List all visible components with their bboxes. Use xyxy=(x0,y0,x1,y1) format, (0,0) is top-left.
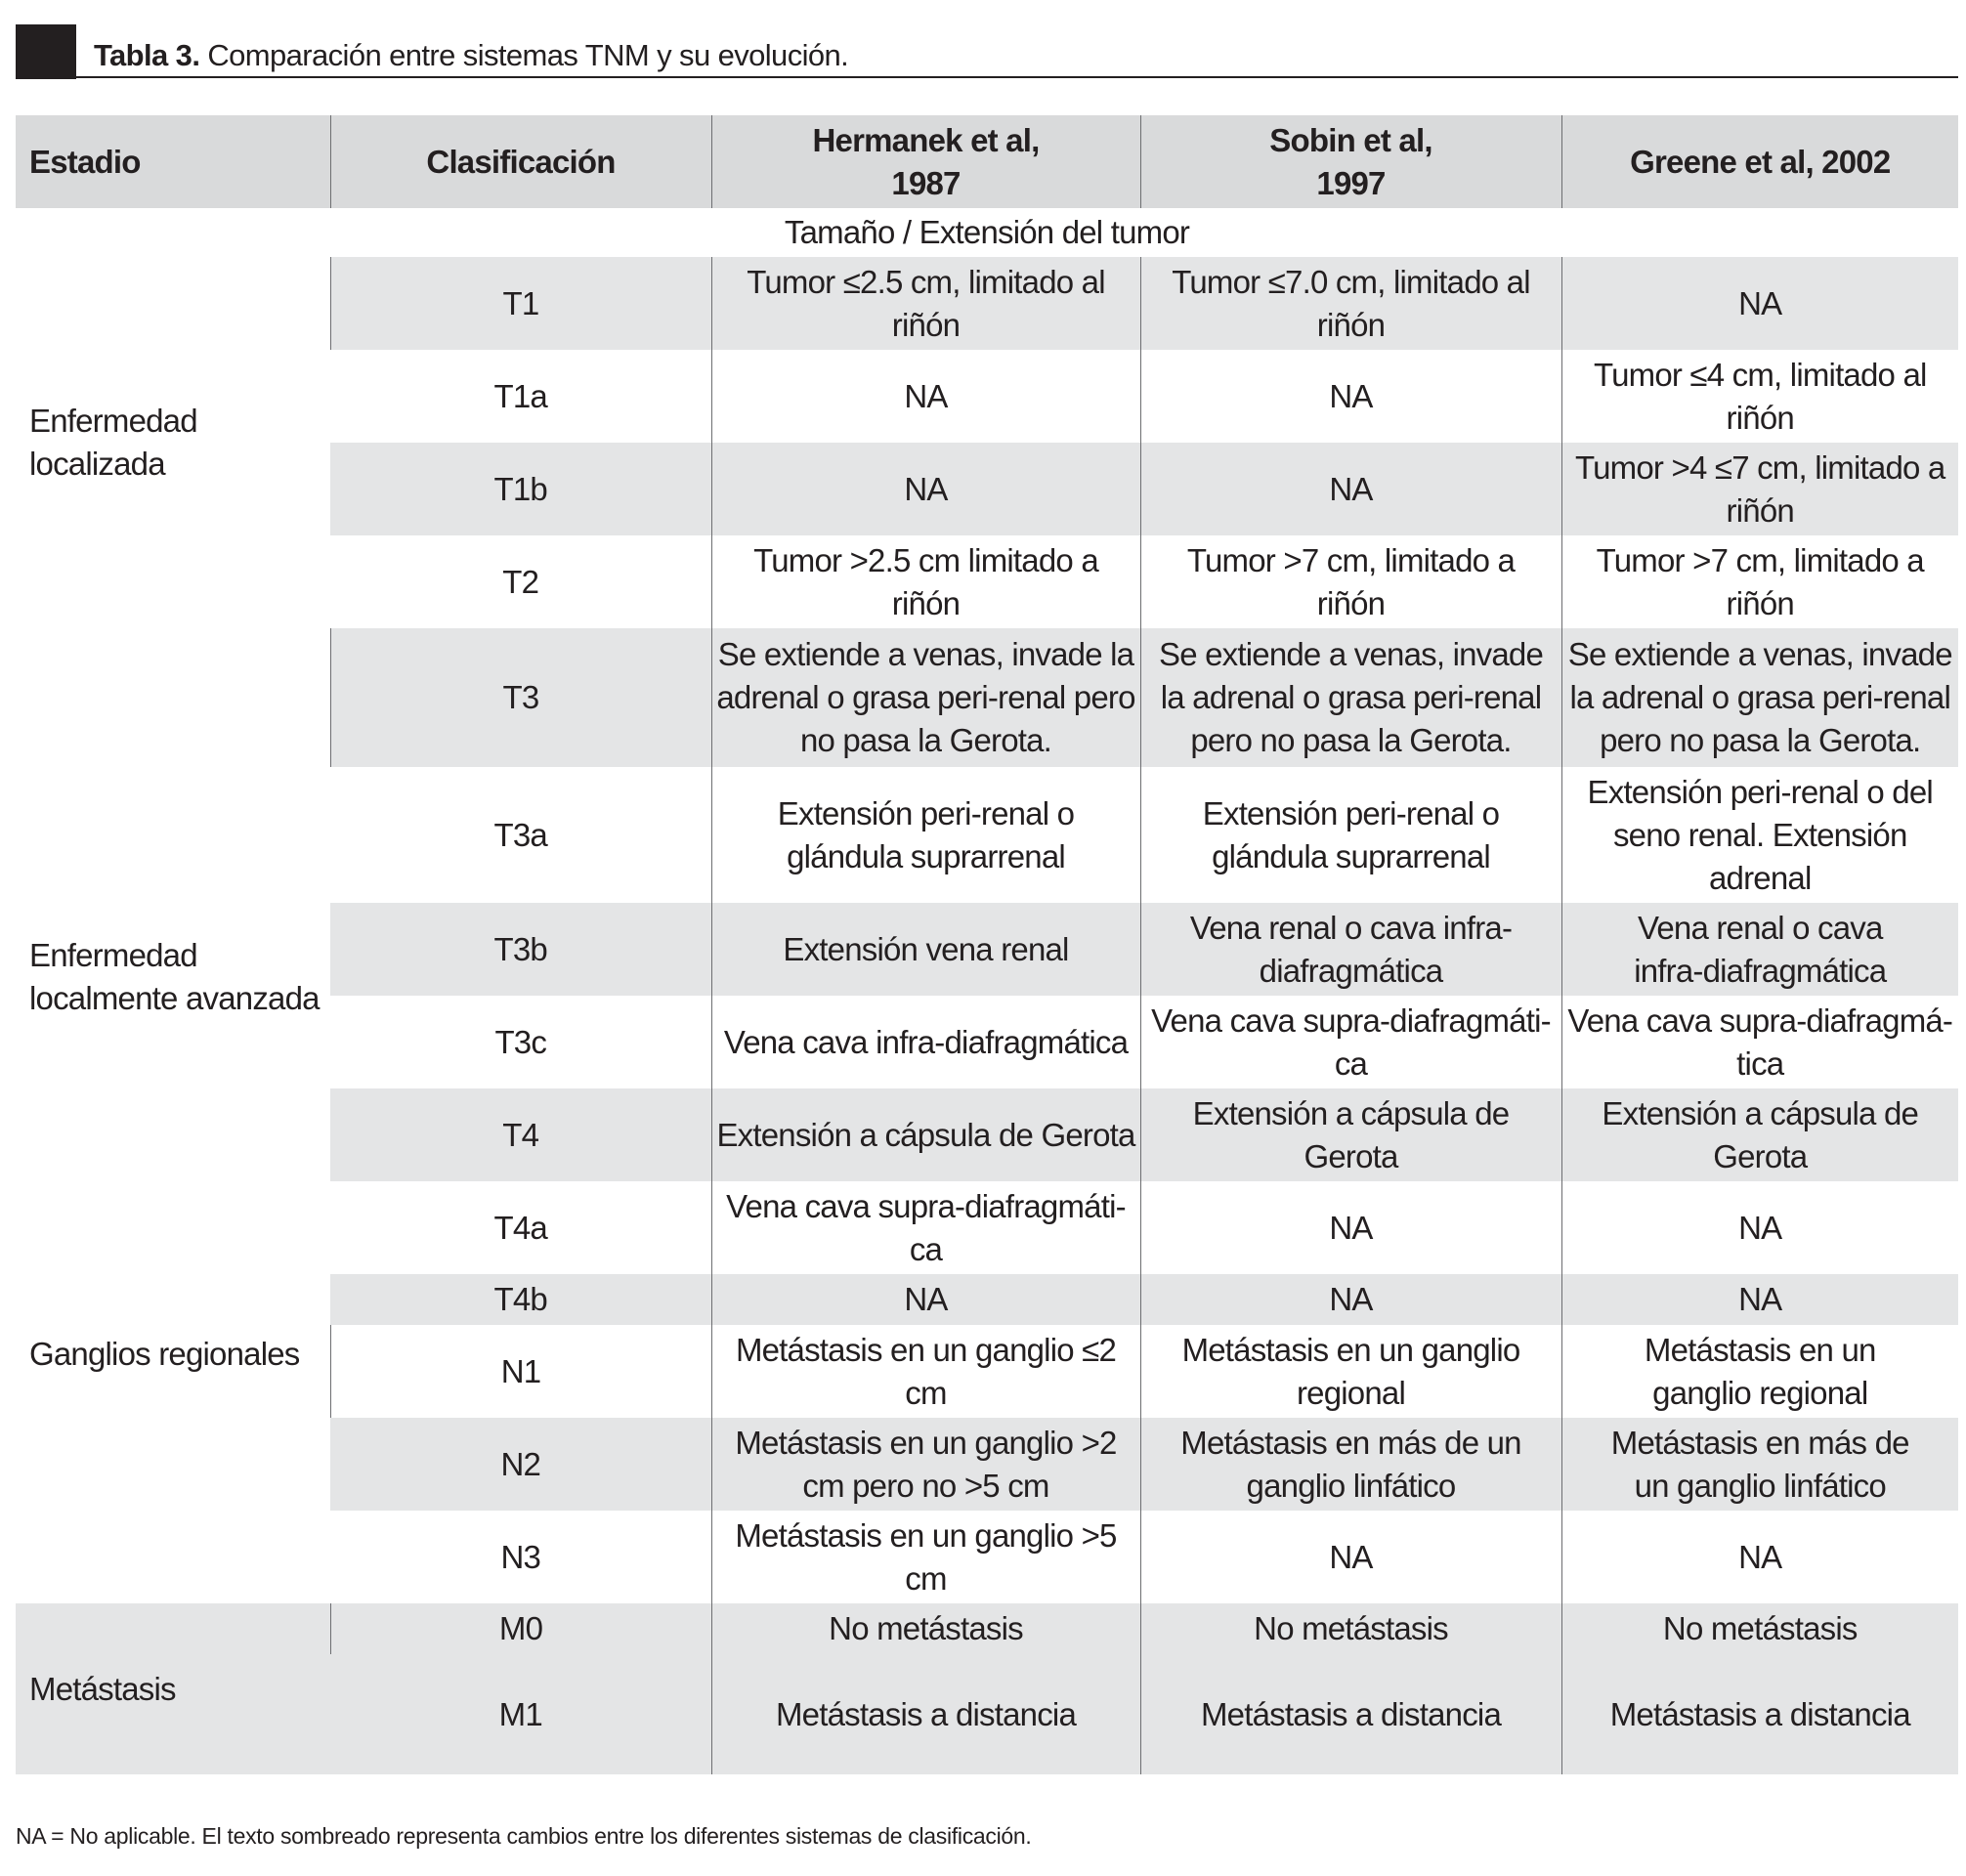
cell-clasificacion: T1b xyxy=(330,443,711,535)
cell-hermanek: NA xyxy=(711,1274,1140,1325)
cell-clasificacion: T3c xyxy=(494,1023,547,1060)
cell-hermanek: Metástasis en un ganglio >5 cm xyxy=(711,1511,1140,1603)
section-title: Tamaño / Extensión del tumor xyxy=(16,208,1958,257)
cell-clasificacion: N3 xyxy=(500,1538,541,1575)
cell-greene: Tumor >4 ≤7 cm, limitado a riñón xyxy=(1561,443,1958,535)
cell-greene: NA xyxy=(1561,257,1958,350)
cell-clasificacion: T3a xyxy=(493,816,547,853)
cell-clasificacion: T4a xyxy=(493,1209,547,1246)
cell-sobin: Vena renal o cava infra-diafragmática xyxy=(1140,903,1561,996)
cell-greene: Metástasis a distancia xyxy=(1561,1654,1958,1774)
cell-sobin: No metástasis xyxy=(1140,1603,1561,1654)
cell-clasificacion: T2 xyxy=(502,563,539,600)
cell-greene: Vena renal o cava infra-diafragmática xyxy=(1561,903,1958,996)
header-sobin: Sobin et al, 1997 xyxy=(1140,115,1561,208)
cell-greene: No metástasis xyxy=(1561,1603,1958,1654)
cell-greene: Extensión a cápsula de Gerota xyxy=(1561,1088,1958,1181)
cell-clasificacion: T3b xyxy=(330,903,711,996)
cell-hermanek: No metástasis xyxy=(711,1603,1140,1654)
stage-ganglios: Ganglios regionales xyxy=(16,1325,330,1603)
cell-greene: Se extiende a venas, invade la adrenal o grasa peri-renal pero no pasa la Gerota. xyxy=(1561,628,1958,767)
title-rule xyxy=(76,76,1958,78)
cell-hermanek: Extensión a cápsula de Gerota xyxy=(711,1088,1140,1181)
footnote: NA = No aplicable. El texto sombreado representa cambios entre los diferentes sistemas de clasificación. xyxy=(16,1823,1032,1849)
cell-sobin: Vena cava supra-diafragmáti-ca xyxy=(1140,996,1561,1088)
cell-sobin: NA xyxy=(1140,1511,1561,1603)
cell-clasificacion: N2 xyxy=(330,1418,711,1511)
cell-hermanek: Se extiende a venas, invade la adrenal o grasa peri-renal pero no pasa la Gerota. xyxy=(711,628,1140,767)
header-estadio: Estadio xyxy=(16,115,330,208)
table-title-bar xyxy=(16,24,1958,81)
cell-clasificacion: M0 xyxy=(330,1603,711,1654)
cell-hermanek: Extensión peri-renal o glándula suprarrenal xyxy=(711,767,1140,903)
header-clasificacion: Clasificación xyxy=(330,115,711,208)
cell-hermanek: Tumor >2.5 cm limitado a riñón xyxy=(711,535,1140,628)
cell-greene: NA xyxy=(1561,1181,1958,1274)
cell-clasificacion: N1 xyxy=(330,1325,711,1418)
cell-sobin: Metástasis en un ganglio regional xyxy=(1140,1325,1561,1418)
title-marker-block xyxy=(16,24,76,79)
table-row xyxy=(16,1325,1958,1418)
header-greene: Greene et al, 2002 xyxy=(1561,115,1958,208)
stage-metastasis: Metástasis xyxy=(16,1603,330,1774)
cell-sobin: NA xyxy=(1140,1181,1561,1274)
header-row xyxy=(16,115,1958,208)
table-row xyxy=(16,628,1958,767)
cell-hermanek: NA xyxy=(711,443,1140,535)
cell-sobin: Metástasis en más de un ganglio linfático xyxy=(1140,1418,1561,1511)
cell-clasificacion: T1 xyxy=(330,257,711,350)
cell-sobin: Tumor ≤7.0 cm, limitado al riñón xyxy=(1140,257,1561,350)
cell-hermanek: Metástasis en un ganglio ≤2 cm xyxy=(711,1325,1140,1418)
cell-greene: Extensión peri-renal o del seno renal. Extensión adrenal xyxy=(1561,767,1958,903)
cell-sobin: NA xyxy=(1140,443,1561,535)
cell-greene: Vena cava supra-diafragmá-tica xyxy=(1561,996,1958,1088)
table-row xyxy=(16,1603,1958,1654)
cell-greene: Tumor >7 cm, limitado a riñón xyxy=(1561,535,1958,628)
tnm-comparison-table xyxy=(16,115,1958,1774)
cell-hermanek: Extensión vena renal xyxy=(711,903,1140,996)
cell-sobin: Extensión a cápsula de Gerota xyxy=(1140,1088,1561,1181)
cell-greene: Metástasis en más de un ganglio linfático xyxy=(1561,1418,1958,1511)
cell-clasificacion: M1 xyxy=(330,1654,711,1774)
cell-clasificacion: T3 xyxy=(330,628,711,767)
cell-hermanek: Tumor ≤2.5 cm, limitado al riñón xyxy=(711,257,1140,350)
cell-greene: NA xyxy=(1561,1511,1958,1603)
cell-sobin: NA xyxy=(1140,1274,1561,1325)
stage-localizada: Enfermedad localizada xyxy=(16,257,330,628)
cell-hermanek: Vena cava infra-diafragmática xyxy=(711,996,1140,1088)
cell-greene: Tumor ≤4 cm, limitado al riñón xyxy=(1561,350,1958,443)
cell-hermanek: NA xyxy=(711,350,1140,443)
cell-sobin: NA xyxy=(1140,350,1561,443)
stage-avanzada: Enfermedad localmente avanzada xyxy=(16,628,330,1325)
table-title xyxy=(94,38,848,73)
section-row xyxy=(16,208,1958,257)
cell-sobin: Se extiende a venas, invade la adrenal o grasa peri-renal pero no pasa la Gerota. xyxy=(1140,628,1561,767)
header-hermanek: Hermanek et al, 1987 xyxy=(711,115,1140,208)
table-row xyxy=(16,257,1958,350)
cell-hermanek: Metástasis en un ganglio >2 cm pero no >5 cm xyxy=(711,1418,1140,1511)
table-title-label: Tabla 3. xyxy=(94,38,200,72)
cell-sobin: Metástasis a distancia xyxy=(1140,1654,1561,1774)
cell-greene: NA xyxy=(1561,1274,1958,1325)
table-title-text: Comparación entre sistemas TNM y su evolución. xyxy=(207,38,849,72)
cell-hermanek: Metástasis a distancia xyxy=(711,1654,1140,1774)
cell-clasificacion: T4b xyxy=(330,1274,711,1325)
cell-clasificacion: T1a xyxy=(493,377,547,414)
cell-sobin: Extensión peri-renal o glándula suprarrenal xyxy=(1140,767,1561,903)
cell-clasificacion: T4 xyxy=(330,1088,711,1181)
cell-sobin: Tumor >7 cm, limitado a riñón xyxy=(1140,535,1561,628)
cell-greene: Metástasis en un ganglio regional xyxy=(1561,1325,1958,1418)
cell-hermanek: Vena cava supra-diafragmáti-ca xyxy=(711,1181,1140,1274)
